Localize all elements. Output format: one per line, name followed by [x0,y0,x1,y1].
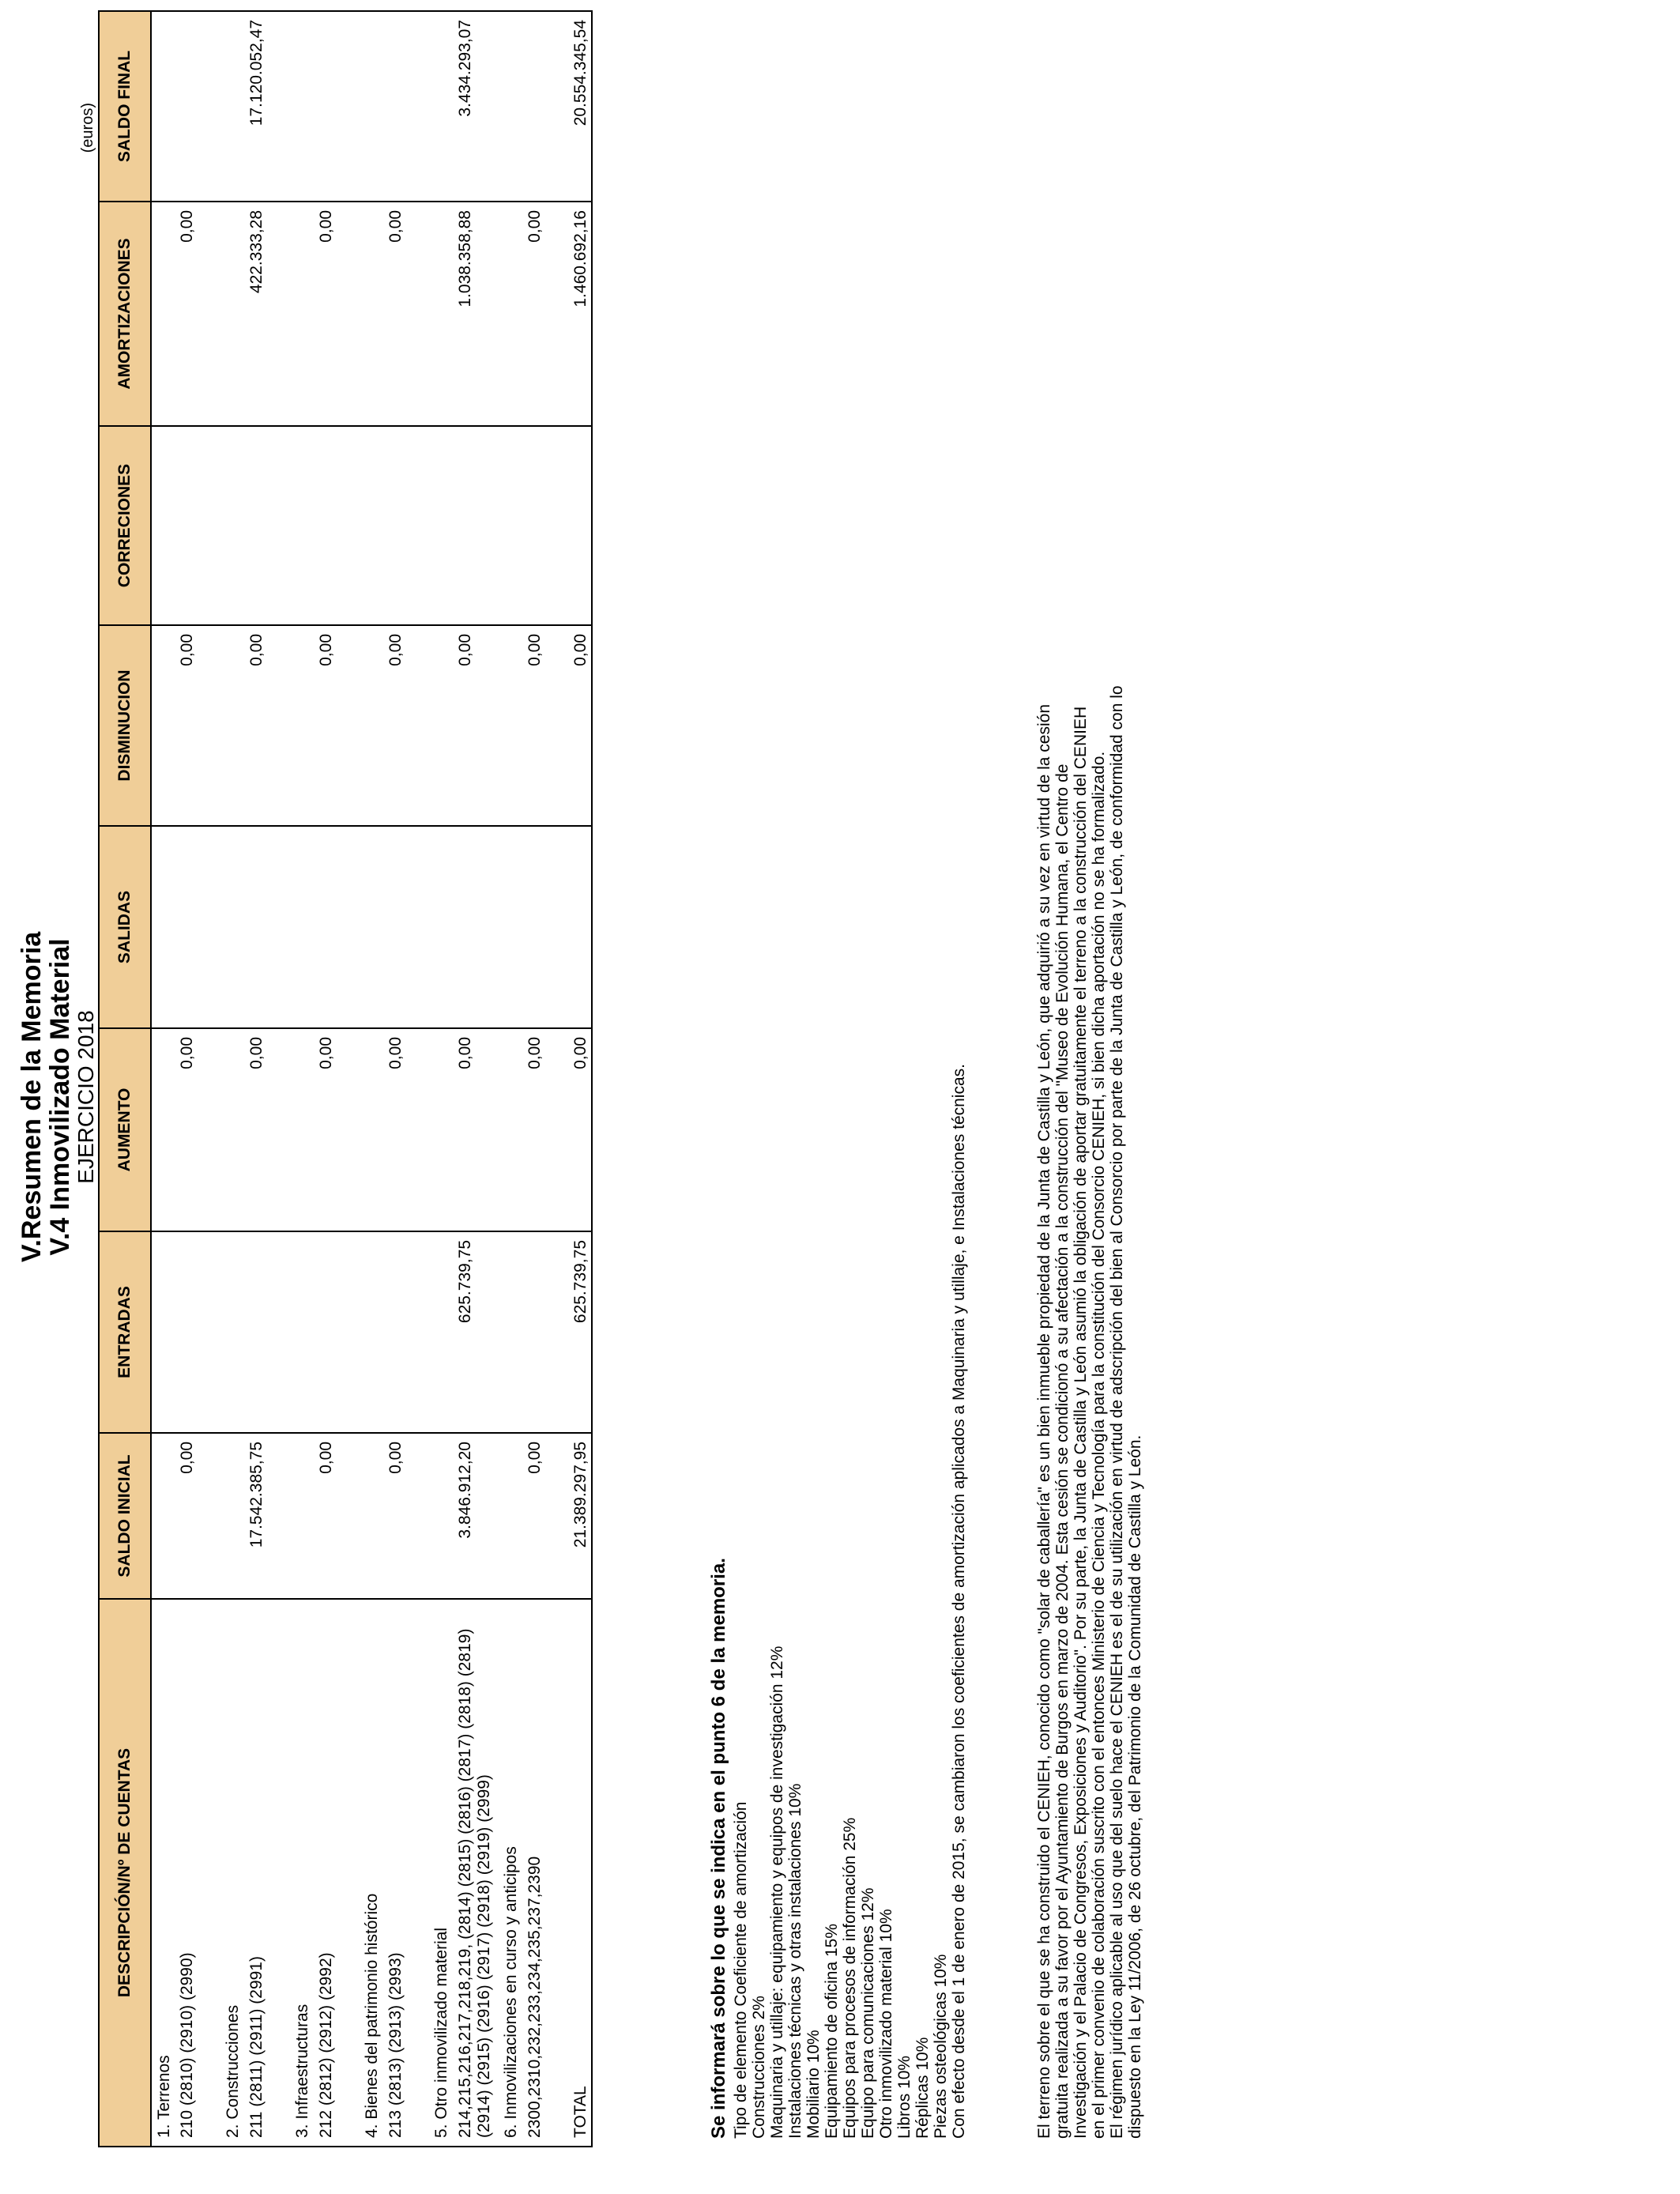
cell-description: 4. Bienes del patrimonio histórico [360,1599,383,2147]
cell-saldo-inicial: 21.389.297,95 [568,1433,592,1599]
cell-saldo-inicial [499,1433,522,1599]
col-header-correciones: CORRECIONES [99,426,151,625]
cell-entradas [522,1231,568,1433]
cell-disminucion [151,625,175,826]
cell-saldo-inicial: 0,00 [383,1433,429,1599]
cell-correciones [499,426,522,625]
cell-saldo-inicial: 0,00 [314,1433,360,1599]
cell-disminucion: 0,00 [522,625,568,826]
paragraph-legal: El régimen jurídico aplicable al uso que del suelo hace el CENIEH es el de su utilización en virtud de adscripción del bien al Consorcio por parte de la Junta de Castilla y León, de conformidad con lo dispuesto en la Ley 11/2006, de 26 octubre, del Patrimonio de la Comunidad de Castilla y León. [1108,685,1144,2139]
cell-amortizaciones: 0,00 [314,202,360,426]
cell-description: 2. Construcciones [220,1599,244,2147]
cell-correciones [522,426,568,625]
cell-salidas [429,826,453,1028]
cell-entradas [175,1231,220,1433]
cell-description: 214,215,216,217,218,219, (2814) (2815) (2816) (2817) (2818) (2819) (2914) (2915) (2916) (2917) (2918) (2919) (2999) [453,1599,499,2147]
cell-saldo-inicial: 17.542.385,75 [244,1433,290,1599]
cell-description: 213 (2813) (2913) (2993) [383,1599,429,2147]
cell-entradas [220,1231,244,1433]
cell-saldo-final: 3.434.293,07 [453,11,499,202]
page-title: V.Resumen de la Memoria [17,931,47,1263]
table-row [429,11,453,2147]
cell-entradas [151,1231,175,1433]
table-row [383,11,429,2147]
cell-saldo-inicial: 0,00 [175,1433,220,1599]
cell-salidas [453,826,499,1028]
cell-correciones [290,426,314,625]
cell-aumento [151,1028,175,1231]
cell-description: 5. Otro inmovilizado material [429,1599,453,2147]
cell-correciones [175,426,220,625]
cell-saldo-inicial [429,1433,453,1599]
col-header-description: DESCRIPCIÓN/Nº DE CUENTAS [99,1599,151,2147]
note-line: Con efecto desde el 1 de enero de 2015, se cambiaron los coeficientes de amortización aplicados a Maquinaria y utillaje, e Instalaciones técnicas. [950,1064,968,2139]
cell-amortizaciones: 0,00 [175,202,220,426]
cell-entradas [244,1231,290,1433]
cell-aumento [290,1028,314,1231]
col-header-entradas: ENTRADAS [99,1231,151,1433]
cell-disminucion [499,625,522,826]
cell-correciones [244,426,290,625]
cell-saldo-final [522,11,568,202]
cell-disminucion: 0,00 [175,625,220,826]
cell-correciones [151,426,175,625]
title-block [17,0,98,2194]
cell-entradas [360,1231,383,1433]
table-header-row [99,11,151,2147]
table-row [314,11,360,2147]
fixed-assets-table [98,10,593,2147]
cell-correciones [453,426,499,625]
cell-amortizaciones [290,202,314,426]
cell-salidas [244,826,290,1028]
cell-saldo-inicial: 0,00 [522,1433,568,1599]
cell-aumento [360,1028,383,1231]
cell-aumento [429,1028,453,1231]
cell-description: 210 (2810) (2910) (2990) [175,1599,220,2147]
cell-description: 2300,2310,232,233,234,235,237,2390 [522,1599,568,2147]
table-row [360,11,383,2147]
cell-aumento: 0,00 [244,1028,290,1231]
cell-saldo-final [175,11,220,202]
cell-saldo-final [151,11,175,202]
cell-correciones [220,426,244,625]
cell-salidas [220,826,244,1028]
table-row [568,11,592,2147]
cell-description: 212 (2812) (2912) (2992) [314,1599,360,2147]
cell-amortizaciones [360,202,383,426]
cell-aumento [220,1028,244,1231]
cell-saldo-inicial [360,1433,383,1599]
note-line: Equipos para procesos de información 25% [841,1817,859,2139]
cell-salidas [383,826,429,1028]
cell-amortizaciones [151,202,175,426]
cell-entradas [383,1231,429,1433]
cell-correciones [429,426,453,625]
cell-amortizaciones [220,202,244,426]
cell-disminucion [290,625,314,826]
cell-description: 6. Inmovilizaciones en curso y anticipos [499,1599,522,2147]
cell-amortizaciones [429,202,453,426]
cell-saldo-final [220,11,244,202]
cell-salidas [360,826,383,1028]
col-header-disminucion: DISMINUCION [99,625,151,826]
cell-saldo-inicial [290,1433,314,1599]
cell-aumento: 0,00 [522,1028,568,1231]
notes-lines [732,84,968,2139]
cell-correciones [314,426,360,625]
note-line: Libros 10% [895,2055,913,2139]
currency-label: (euros) [79,103,96,153]
cell-saldo-final [429,11,453,202]
table-row [453,11,499,2147]
page-subtitle: V.4 Inmovilizado Material [45,938,75,1256]
note-line: Instalaciones técnicas y otras instalaciones 10% [786,1783,804,2139]
cell-entradas [429,1231,453,1433]
table-row [499,11,522,2147]
cell-salidas [151,826,175,1028]
note-line: Equipamiento de oficina 15% [823,1923,841,2139]
col-header-saldo-inicial: SALDO INICIAL [99,1433,151,1599]
cell-aumento [499,1028,522,1231]
cell-amortizaciones: 1.460.692,16 [568,202,592,426]
table-body [151,11,592,2147]
notes-block [708,84,968,2139]
cell-description: TOTAL [568,1599,592,2147]
cell-correciones [568,426,592,625]
cell-disminucion: 0,00 [568,625,592,826]
cell-saldo-final: 17.120.052,47 [244,11,290,202]
table-row [244,11,290,2147]
col-header-saldo-final: SALDO FINAL [99,11,151,202]
cell-disminucion: 0,00 [244,625,290,826]
cell-correciones [383,426,429,625]
cell-saldo-final: 20.554.345,54 [568,11,592,202]
cell-salidas [314,826,360,1028]
exercise-label: EJERCICIO 2018 [73,1010,98,1184]
cell-entradas: 625.739,75 [453,1231,499,1433]
note-line: Piezas osteológicas 10% [932,1954,950,2139]
cell-entradas [314,1231,360,1433]
cell-description: 211 (2811) (2911) (2991) [244,1599,290,2147]
cell-salidas [522,826,568,1028]
cell-disminucion [220,625,244,826]
note-line: Construcciones 2% [750,1996,768,2139]
cell-entradas [499,1231,522,1433]
notes-heading: Se informará sobre lo que se indica en el punto 6 de la memoria. [708,1558,729,2139]
cell-saldo-final [290,11,314,202]
cell-amortizaciones: 1.038.358,88 [453,202,499,426]
cell-aumento: 0,00 [453,1028,499,1231]
cell-aumento: 0,00 [314,1028,360,1231]
col-header-amortizaciones: AMORTIZACIONES [99,202,151,426]
cell-salidas [499,826,522,1028]
col-header-salidas: SALIDAS [99,826,151,1028]
cell-aumento: 0,00 [568,1028,592,1231]
cell-amortizaciones: 422.333,28 [244,202,290,426]
cell-saldo-final [360,11,383,202]
cell-disminucion: 0,00 [314,625,360,826]
cell-description: 1. Terrenos [151,1599,175,2147]
col-header-aumento: AUMENTO [99,1028,151,1231]
cell-disminucion [360,625,383,826]
note-line: Mobiliario 10% [804,2030,823,2139]
cell-entradas: 625.739,75 [568,1231,592,1433]
note-line: Réplicas 10% [913,2037,932,2139]
table-row [522,11,568,2147]
explanatory-text [1035,684,1144,2139]
paragraph-terrain: El terreno sobre el que se ha construido el CENIEH, conocido como "solar de caballería" es un bien inmueble propiedad de la Junta de Castilla y León, que adquirió a su vez en virtud de la cesión gratuita realizada a su favor por el Ayuntamiento de Burgos en marzo de 2004. Esta cesión se condicionó a su afectación a la construcción del "Museo de Evolución Humana, el Centro de Investigación y el Palacio de Congresos, Exposiciones y Auditorio". Por su parte, la Junta de Castilla y León asumió la obligación de aportar gratuitamente el terreno a la construcción del CENIEH en el primer convenio de colaboración suscrito con el entonces Ministerio de Ciencia y Tecnología para la constitución del Consorcio CENIEH, si bien dicha aportación no se ha formalizado. [1035,704,1108,2139]
cell-disminucion: 0,00 [453,625,499,826]
cell-saldo-inicial [151,1433,175,1599]
note-line: Tipo de elemento Coeficiente de amortización [732,1801,750,2139]
table-row [175,11,220,2147]
table-row [290,11,314,2147]
cell-salidas [290,826,314,1028]
cell-saldo-inicial [220,1433,244,1599]
table-row [220,11,244,2147]
cell-saldo-final [383,11,429,202]
cell-disminucion: 0,00 [383,625,429,826]
cell-amortizaciones [499,202,522,426]
cell-salidas [568,826,592,1028]
cell-description: 3. Infraestructuras [290,1599,314,2147]
cell-saldo-final [499,11,522,202]
cell-aumento: 0,00 [175,1028,220,1231]
cell-salidas [175,826,220,1028]
cell-correciones [360,426,383,625]
cell-amortizaciones: 0,00 [383,202,429,426]
cell-entradas [290,1231,314,1433]
note-line: Maquinaria y utillaje: equipamiento y equipos de investigación 12% [768,1646,786,2139]
cell-amortizaciones: 0,00 [522,202,568,426]
table-row [151,11,175,2147]
cell-aumento: 0,00 [383,1028,429,1231]
note-line: Equipo para comunicaciones 12% [859,1887,877,2139]
note-line: Otro inmovilizado material 10% [877,1909,895,2139]
cell-saldo-inicial: 3.846.912,20 [453,1433,499,1599]
cell-saldo-final [314,11,360,202]
cell-disminucion [429,625,453,826]
